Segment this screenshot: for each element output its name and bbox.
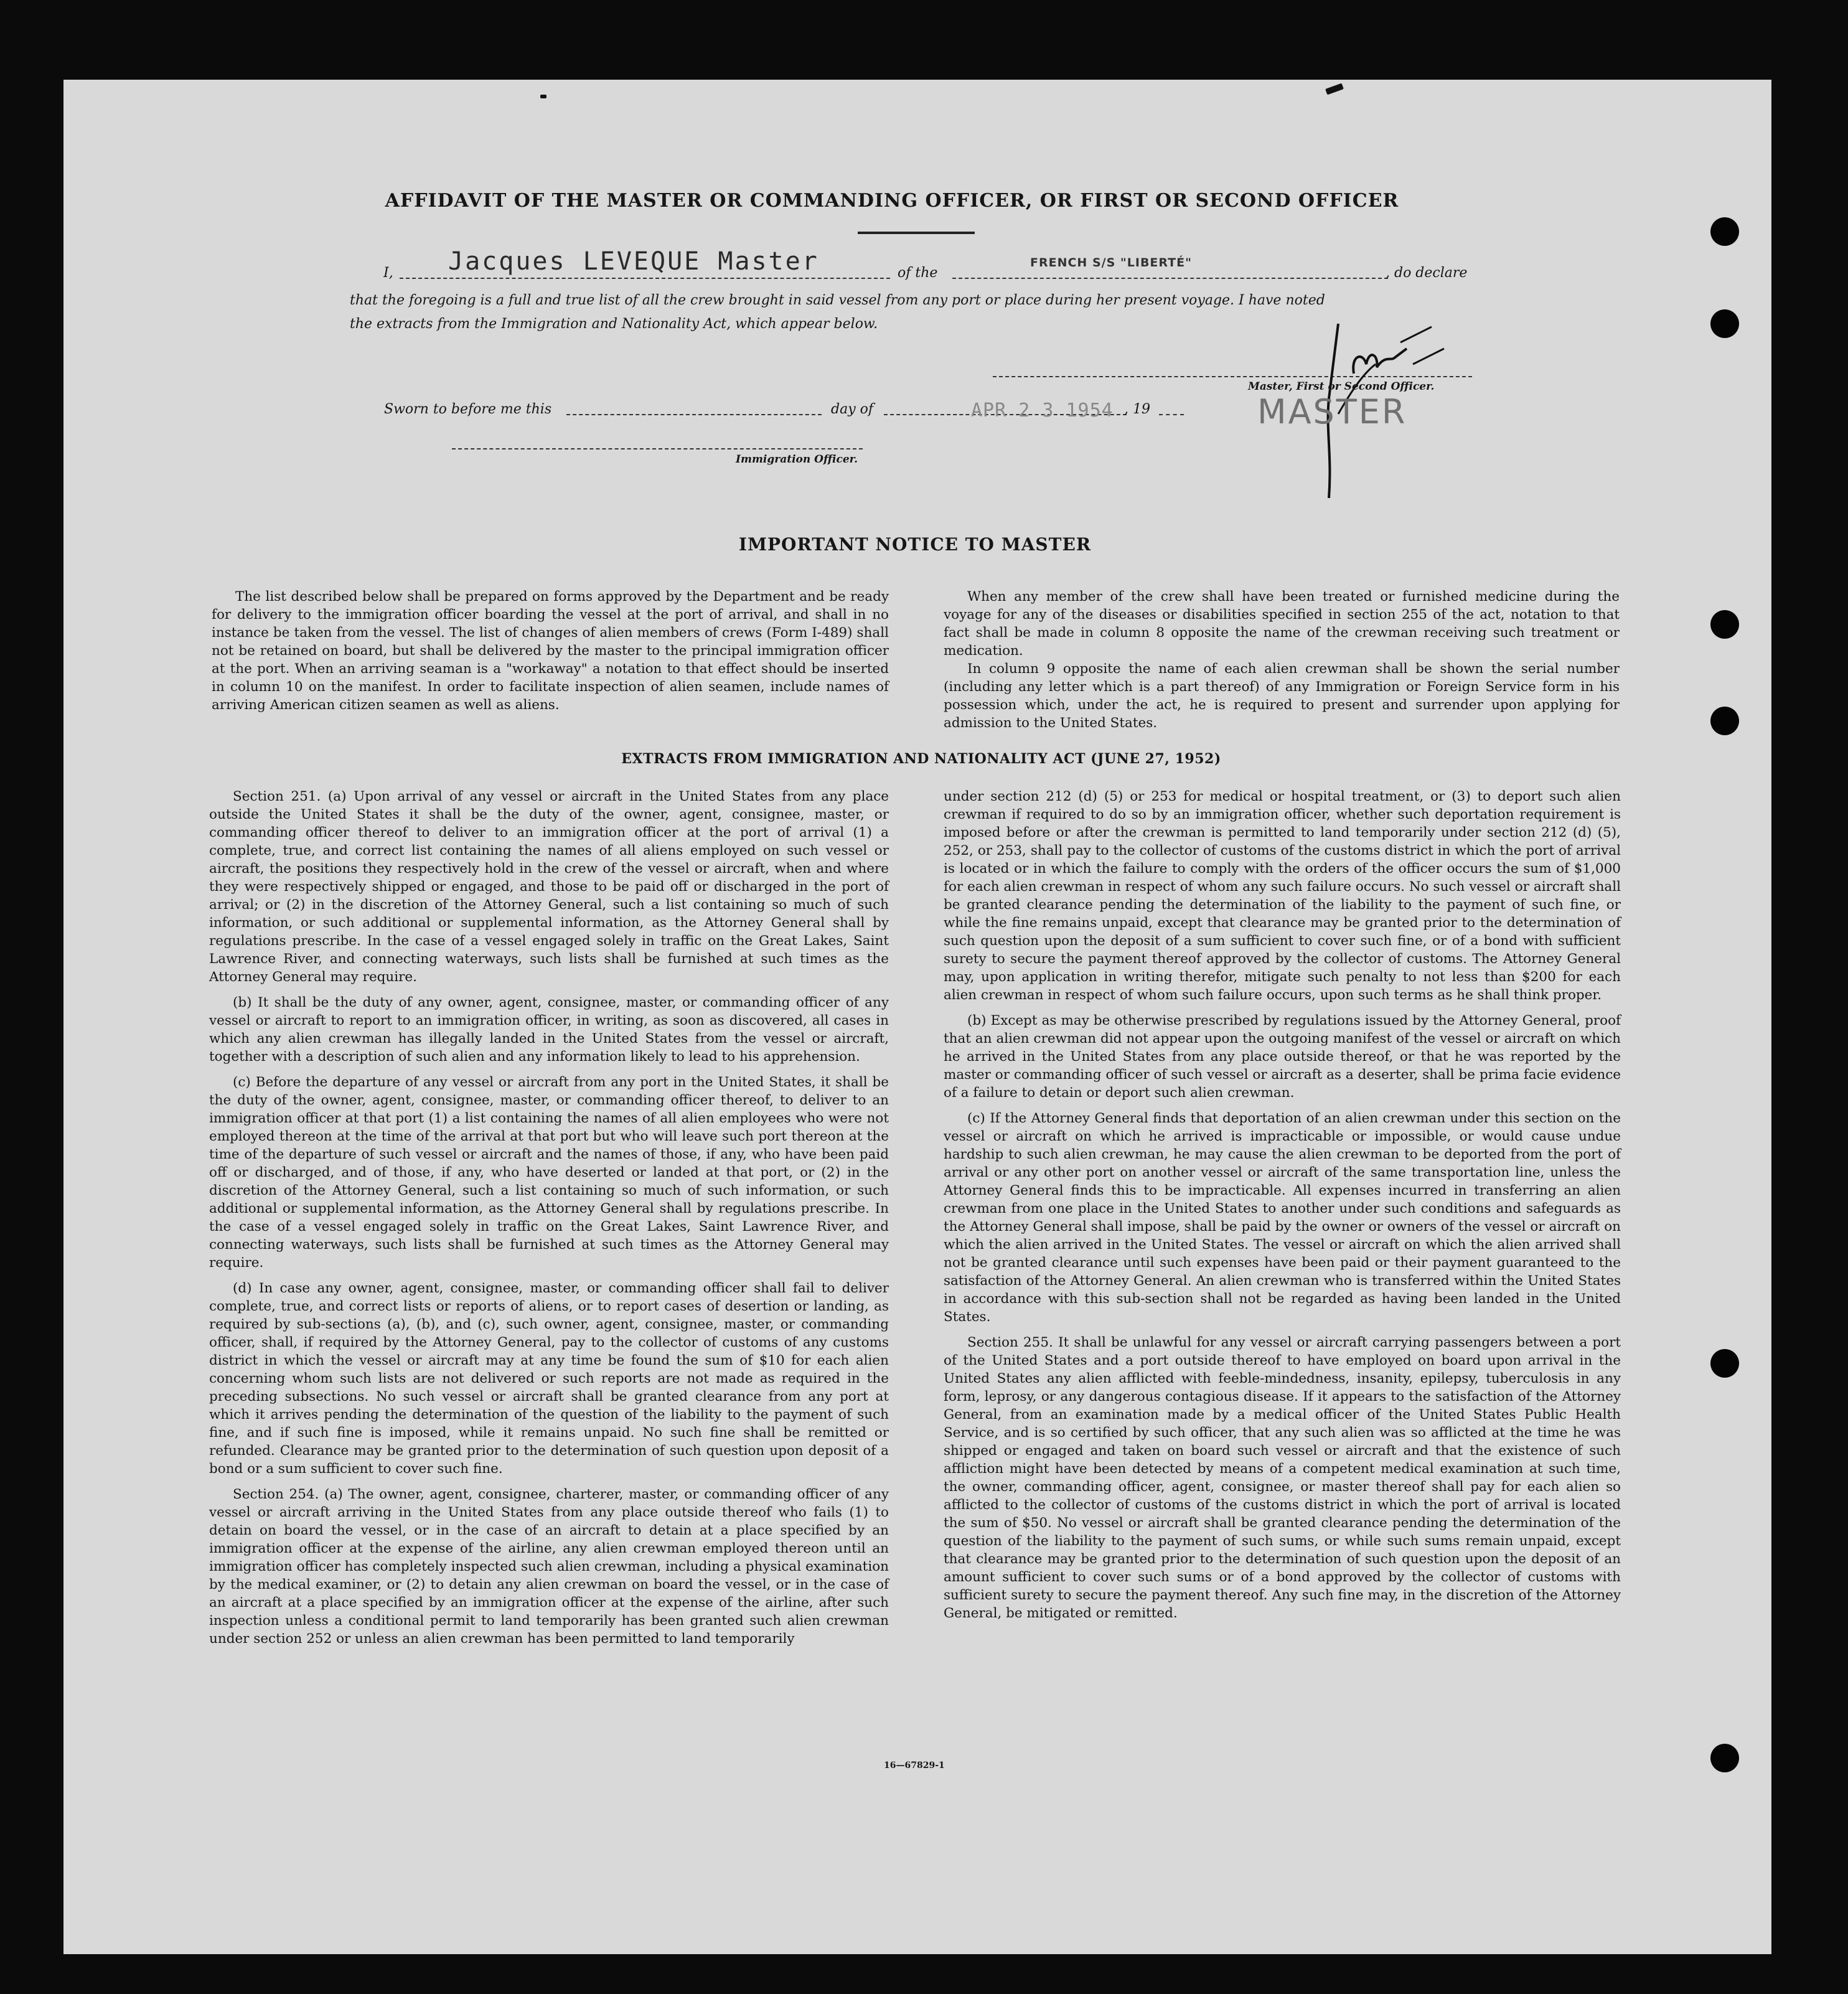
punch-hole xyxy=(1710,707,1739,735)
declaration-line-1: that the foregoing is a full and true list of all the crew brought in said vessel from any port or place during her present voyage. I have noted xyxy=(350,293,1325,308)
section-254-a: Section 254. (a) The owner, agent, consignee, charterer, master, or commanding officer of any vessel or aircraft arriving in the United States from any place outside thereof who fails (1) to detain on board the vessel, or in the case of an aircraft to detain at a place specified by an immigration officer at the expense of the airline, any alien crewman employed thereon until an immigration officer has completely inspected such alien crewman, including a physical examination by the medical examiner, or (2) to detain any alien crewman on board the vessel, or in the case of an aircraft at a place specified by an immigration officer at the expense of the airline, after such inspection unless a conditional permit to land temporarily has been granted such alien crewman under section 252 or unless an alien crewman has been permitted to land temporarily xyxy=(209,1487,889,1647)
section-251-c: (c) Before the departure of any vessel or aircraft from any port in the United States, it shall be the duty of the owner, agent, consignee, master, or commanding officer thereof, to deliver to an immigration officer at that port (1) a list containing the names of all alien employees who were not employed thereon at the time of the arrival at that port but who will leave such port thereon at the time of the departure of such vessel or aircraft and the names of those, if any, who have been paid off or discharged, and of those, if any, who have deserted or landed at that port, or (2) in the discretion of the Attorney General, such a list containing so much of such information, or such additional or supplemental information, as the Attorney General shall by regulations prescribe. In the case of a vessel engaged solely in traffic on the Great Lakes, Saint Lawrence River, and connecting waterways, such lists shall be furnished at such times as the Attorney General may require. xyxy=(209,1075,889,1271)
extracts-left-column xyxy=(209,788,889,1648)
immigration-officer-line xyxy=(452,448,863,449)
title-rule xyxy=(858,232,975,234)
signature-label: Master, First or Second Officer. xyxy=(1248,380,1435,393)
notice-right-column xyxy=(944,588,1620,732)
year-line xyxy=(1159,414,1184,415)
officer-name: Jacques LEVEQUE Master xyxy=(448,247,819,276)
section-251-b: (b) It shall be the duty of any owner, agent, consignee, master, or commanding officer of any vessel or aircraft to report to an immigration officer, in writing, as soon as discovered, all cases in which any alien crewman has illegally landed in the United States from the vessel or aircraft, together with a description of such alien and any information likely to lead to his apprehension. xyxy=(209,995,889,1065)
punch-hole xyxy=(1710,1744,1739,1772)
section-251-a: Section 251. (a) Upon arrival of any vessel or aircraft in the United States from any place outside the United States it shall be the duty of the owner, agent, consignee, master, or commanding officer thereof to deliver to an immigration officer at the port of arrival (1) a complete, true, and correct list containing the names of all aliens employed on such vessel or aircraft, the positions they respectively hold in the crew of the vessel or aircraft, when and where they were respectively shipped or engaged, and those to be paid off or discharged in the port of arrival; or (2) in the discretion of the Attorney General, such a list containing so much of such information, or such additional or supplemental information, as the Attorney General shall by regulations prescribe. In the case of a vessel engaged solely in traffic on the Great Lakes, Saint Lawrence River, and connecting waterways, such lists shall be furnished at such times as the Attorney General may require. xyxy=(209,789,889,985)
sworn-label: Sworn to before me this xyxy=(384,402,552,417)
vessel-line xyxy=(952,278,1388,279)
section-254-b: (b) Except as may be otherwise prescribed by regulations issued by the Attorney General, proof that an alien crewman did not appear upon the outgoing manifest of the vessel or aircraft on which he arrived in the United States from any place outside thereof, or that he was reported by the master or commanding officer of such vessel or aircraft as a deserter, shall be prima facie evidence of a failure to detain or deport such alien crewman. xyxy=(944,1013,1621,1101)
punch-hole xyxy=(1710,309,1739,338)
extracts-title: EXTRACTS FROM IMMIGRATION AND NATIONALITY ACT (JUNE 27, 1952) xyxy=(621,751,1221,767)
notice-title: IMPORTANT NOTICE TO MASTER xyxy=(738,534,1092,555)
immigration-officer-label: Immigration Officer. xyxy=(736,453,858,466)
declaration-line-2: the extracts from the Immigration and Nationality Act, which appear below. xyxy=(350,316,878,332)
notice-right-paragraph-2: In column 9 opposite the name of each alien crewman shall be shown the serial number (including any letter which is a part thereof) of any Immigration or Foreign Service form in his possession which, under the act, he is required to present and surrender upon applying for admission to the United States. xyxy=(944,661,1620,731)
officer-name-line xyxy=(400,278,890,279)
vessel-name: FRENCH S/S "LIBERTÉ" xyxy=(1030,256,1193,270)
pronoun-label: I, xyxy=(383,265,393,281)
extracts-right-column xyxy=(944,788,1621,1622)
punch-hole xyxy=(1710,1349,1739,1378)
notice-right-paragraph-1: When any member of the crew shall have been treated or furnished medicine during the voyage for any of the diseases or disabilities specified in section 255 of the act, notation to that fact shall be made in column 8 opposite the name of the crewman receiving such treatment or medication. xyxy=(944,589,1620,659)
sworn-day-line xyxy=(566,414,822,415)
do-declare-label: , do declare xyxy=(1386,265,1468,281)
punch-hole xyxy=(1710,610,1739,639)
section-255: Section 255. It shall be unlawful for any vessel or aircraft carrying passengers between a port of the United States and a port outside thereof to have employed on board upon arrival in the United States any alien afflicted with feeble-mindedness, insanity, epilepsy, tuberculosis in any form, leprosy, or any dangerous contagious disease. If it appears to the satisfaction of the Attorney General, from an examination made by a medical officer of the United States Public Health Service, and is so certified by such officer, that any such alien was so afflicted at the time he was shipped or engaged and taken on board such vessel or aircraft and that the existence of such affliction might have been detected by means of a competent medical examination at such time, the owner, commanding officer, agent, consignee, or master thereof shall pay for each alien so afflicted to the collector of customs of the customs district in which the port of arrival is located the sum of $50. No vessel or aircraft shall be granted clearance pending the determination of the question of the liability to the payment of such sums, or while such sums remain unpaid, except that clearance may be granted prior to the determination of such question upon the deposit of an amount sufficient to cover such sums or of a bond approved by the collector of customs with sufficient surety to secure the payment thereof. Any such fine may, in the discretion of the Attorney General, be mitigated or remitted. xyxy=(944,1335,1621,1621)
day-of-label: day of xyxy=(831,402,874,417)
notice-left-paragraph: The list described below shall be prepared on forms approved by the Department and be ready for delivery to the immigration officer boarding the vessel at the port of arrival, and shall in no instance be taken from the vessel. The list of changes of alien members of crews (Form I-489) shall not be retained on board, but shall be delivered by the master to the principal immigration officer at the port. When an arriving seaman is a "workaway" a notation to that effect should be inserted in column 10 on the manifest. In order to facilitate inspection of alien seamen, include names of arriving American citizen seamen as well as aliens. xyxy=(212,589,889,713)
master-stamp: MASTER xyxy=(1257,392,1407,431)
year-label: , 19 xyxy=(1124,402,1150,417)
notice-left-column xyxy=(212,588,889,714)
punch-hole xyxy=(1710,217,1739,246)
of-the-label: of the xyxy=(898,265,938,281)
section-254-a-continued: under section 212 (d) (5) or 253 for medical or hospital treatment, or (3) to deport such alien crewman if required to do so by an immigration officer, whether such deportation requirement is imposed before or after the crewman is permitted to land temporarily under section 212 (d) (5), 252, or 253, shall pay to the collector of customs of the customs district in which the port of arrival is located or in which the failure to comply with the orders of the officer occurs the sum of $1,000 for each alien crewman in respect of whom any such failure occurs. No such vessel or aircraft shall be granted clearance pending the determination of the liability to the payment of such fine, or while the fine remains unpaid, except that clearance may be granted prior to the determination of such question upon the deposit of a sum sufficient to cover such fine, or of a bond with sufficient surety to secure the payment thereof approved by the collector of customs. The Attorney General may, upon application in writing therefor, mitigate such penalty to not less than $200 for each alien crewman in respect of whom such failure occurs, upon such terms as he shall think proper. xyxy=(944,789,1621,1003)
affidavit-title: AFFIDAVIT OF THE MASTER OR COMMANDING OFFICER, OR FIRST OR SECOND OFFICER xyxy=(385,190,1399,212)
section-251-d: (d) In case any owner, agent, consignee, master, or commanding officer shall fail to deliver complete, true, and correct lists or reports of aliens, or to report cases of desertion or landing, as required by sub-sections (a), (b), and (c), such owner, agent, consignee, master, or commanding officer, shall, if required by the Attorney General, pay to the collector of customs of any customs district in which the vessel or aircraft may at any time be found the sum of $10 for each alien concerning whom such lists are not delivered or such reports are not made as required in the preceding subsections. No such vessel or aircraft shall be granted clearance from any port at which it arrives pending the determination of the question of the liability to the payment of such fine, and if such fine is imposed, while it remains unpaid. No such fine shall be remitted or refunded. Clearance may be granted prior to the determination of such question upon deposit of a bond or a sum sufficient to cover such fine. xyxy=(209,1281,889,1477)
date-stamp: APR 2 3 1954 xyxy=(971,400,1114,421)
form-code: 16—67829-1 xyxy=(884,1761,945,1771)
scan-mark xyxy=(540,95,546,98)
section-254-c: (c) If the Attorney General finds that deportation of an alien crewman under this section on the vessel or aircraft on which he arrived is impracticable or impossible, or would cause undue hardship to such alien crewman, he may cause the alien crewman to be deported from the port of arrival or any other port on another vessel or aircraft of the same transportation line, unless the Attorney General finds this to be impracticable. All expenses incurred in transferring an alien crewman from one place in the United States to another under such conditions and safeguards as the Attorney General shall impose, shall be paid by the owner or owners of the vessel or aircraft on which the alien arrived in the United States. The vessel or aircraft on which the alien arrived shall not be granted clearance until such expenses have been paid or their payment guaranteed to the satisfaction of the Attorney General. An alien crewman who is transferred within the United States in accordance with this sub-section shall not be regarded as having been landed in the United States. xyxy=(944,1111,1621,1325)
